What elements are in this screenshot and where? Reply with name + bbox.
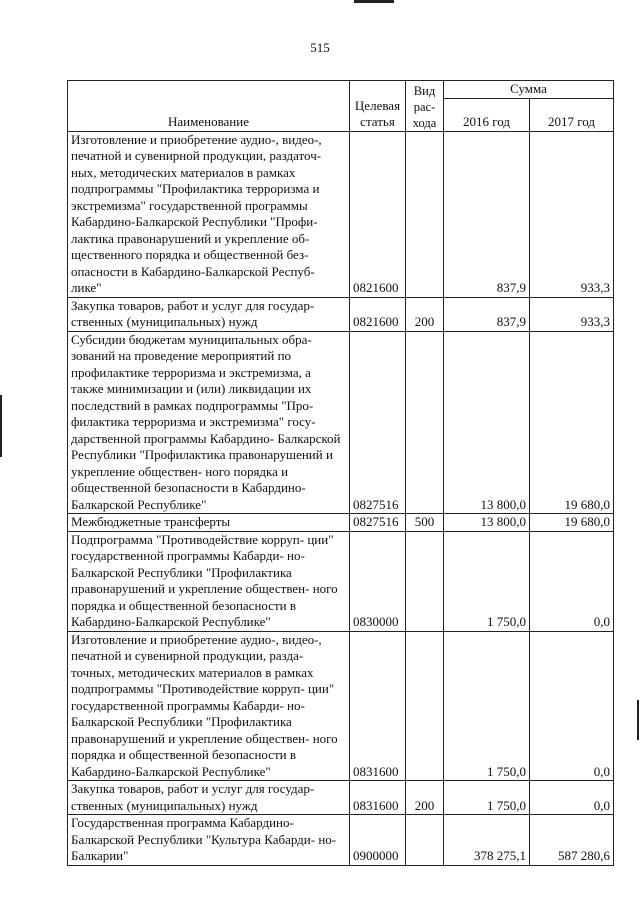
row-expense-type: 500 (406, 514, 444, 532)
row-expense-type (406, 815, 444, 866)
row-sum-2017: 587 280,6 (530, 815, 614, 866)
row-target-article: 0821600 (350, 131, 406, 297)
header-year-2016: 2016 год (444, 98, 530, 131)
row-name: Государственная программа Кабардино- Балкарской Республики "Культура Кабарди- но-Балкарии" (68, 815, 350, 866)
row-name: Изготовление и приобретение аудио-, видео-, печатной и сувенирной продукции, разда- точных, методических материалов в рамках подпрограммы "Противодействие корруп- ции" государственной программы Кабарди- но-Балкарской Республики "Профилактика правонарушений и укрепление обществен- ного порядка и общественной безопасности в Кабардино-Балкарской Республике" (68, 631, 350, 781)
header-sum: Сумма (444, 81, 614, 99)
top-scan-mark (354, 0, 394, 3)
row-sum-2017: 933,3 (530, 131, 614, 297)
left-scan-mark (0, 395, 2, 457)
table-row (68, 781, 614, 815)
header-target-article: Целевая статья (350, 81, 406, 132)
row-name: Изготовление и приобретение аудио-, видео-, печатной и сувенирной продукции, раздаточ- ных, методических материалов в рамках подпрограммы "Профилактика терроризма и экстремизма" государственной программы Кабардино-Балкарской Республики "Профи- лактика правонарушений и укрепление об- щественного порядка и общественной без- опасности в Кабардино-Балкарской Респуб- лике" (68, 131, 350, 297)
table-row (68, 631, 614, 781)
row-target-article: 0831600 (350, 631, 406, 781)
row-sum-2017: 0,0 (530, 631, 614, 781)
row-expense-type: 200 (406, 297, 444, 331)
budget-table (67, 80, 614, 866)
row-sum-2016: 378 275,1 (444, 815, 530, 866)
row-sum-2016: 1 750,0 (444, 781, 530, 815)
row-expense-type (406, 531, 444, 631)
row-sum-2016: 1 750,0 (444, 631, 530, 781)
row-expense-type: 200 (406, 781, 444, 815)
row-sum-2017: 19 680,0 (530, 331, 614, 514)
header-name: Наименование (68, 81, 350, 132)
row-sum-2017: 933,3 (530, 297, 614, 331)
row-target-article: 0831600 (350, 781, 406, 815)
header-year-2017: 2017 год (530, 98, 614, 131)
table-row (68, 531, 614, 631)
row-expense-type (406, 131, 444, 297)
row-name: Подпрограмма "Противодействие корруп- ции" государственной программы Кабарди- но-Балкарской Республики "Профилактика правонарушений и укрепление обществен- ного порядка и общественной безопасности в Кабардино-Балкарской Республике" (68, 531, 350, 631)
row-target-article: 0821600 (350, 297, 406, 331)
table-row (68, 297, 614, 331)
table-row (68, 815, 614, 866)
table-row (68, 331, 614, 514)
row-sum-2017: 19 680,0 (530, 514, 614, 532)
row-sum-2016: 837,9 (444, 131, 530, 297)
row-sum-2016: 13 800,0 (444, 331, 530, 514)
row-expense-type (406, 331, 444, 514)
row-target-article: 0827516 (350, 514, 406, 532)
header-expense-type: Вид рас- хода (406, 81, 444, 132)
row-target-article: 0830000 (350, 531, 406, 631)
table-row (68, 514, 614, 532)
row-sum-2016: 837,9 (444, 297, 530, 331)
row-sum-2016: 1 750,0 (444, 531, 530, 631)
page-number: 515 (310, 40, 330, 55)
header-row (68, 81, 614, 99)
row-expense-type (406, 631, 444, 781)
row-target-article: 0827516 (350, 331, 406, 514)
row-name: Межбюджетные трансферты (68, 514, 350, 532)
row-name: Закупка товаров, работ и услуг для государ- ственных (муниципальных) нужд (68, 781, 350, 815)
row-sum-2016: 13 800,0 (444, 514, 530, 532)
right-scan-mark (637, 700, 639, 740)
row-name: Субсидии бюджетам муниципальных обра- зований на проведение мероприятий по профилактике терроризма и экстремизма, а также минимизации и (или) ликвидации их последствий в рамках подпрограммы "Про- филактика терроризма и экстремизма" госу- дарственной программы Кабардино- Балкарской Республики "Профилактика правонарушений и укрепление обществен- ного порядка и общественной безопасности в Кабардино-Балкарской Республике" (68, 331, 350, 514)
row-target-article: 0900000 (350, 815, 406, 866)
row-sum-2017: 0,0 (530, 531, 614, 631)
table-row (68, 131, 614, 297)
row-sum-2017: 0,0 (530, 781, 614, 815)
row-name: Закупка товаров, работ и услуг для государ- ственных (муниципальных) нужд (68, 297, 350, 331)
